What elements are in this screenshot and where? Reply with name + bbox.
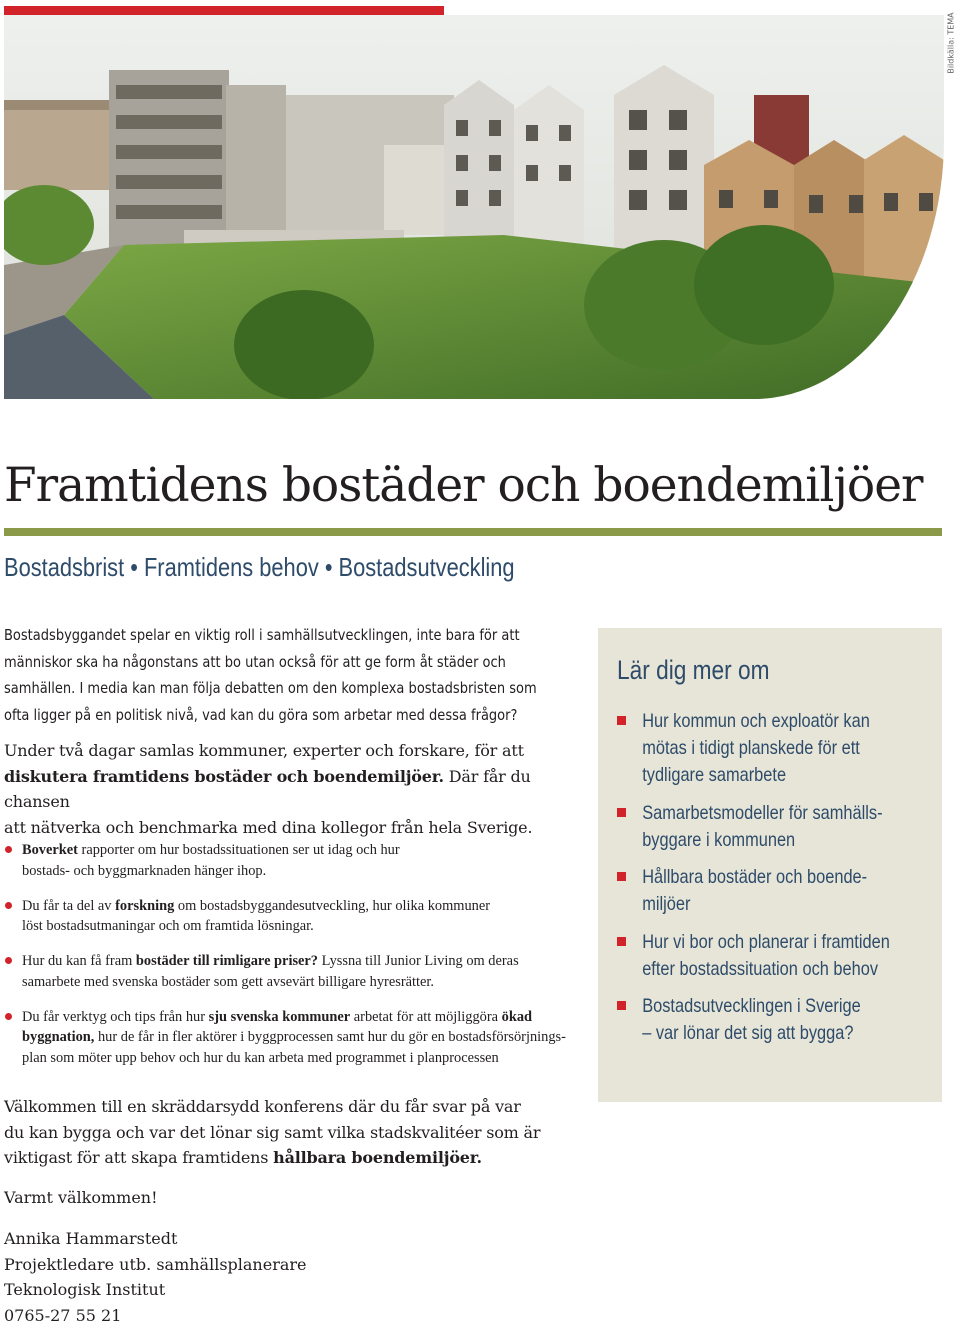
bullet-emphasis: ökad: [501, 1008, 533, 1025]
learn-more-list: [617, 708, 960, 1058]
bullet-text: om bostadsbyggandesutveckling, hur olika kommuner: [174, 897, 491, 914]
bullet-dot-icon: [5, 957, 12, 964]
signature-role: Projektledare utb. samhällsplanerare: [4, 1254, 307, 1274]
bullet-text: arbetat för att möjliggöra: [350, 1008, 502, 1025]
lead-emphasis: diskutera framtidens bostäder och boendemiljöer.: [4, 766, 444, 786]
intro-line: samhällen. I media kan man följa debatten om den komplexa bostadsbristen som: [4, 679, 537, 697]
learn-more-item: [617, 929, 960, 983]
bullet-dot-icon: [5, 846, 12, 853]
bullet-text: Du får verktyg och tips från hur: [22, 1008, 209, 1025]
signature-block: [4, 1226, 307, 1329]
lead-line: Under två dagar samlas kommuner, experter och forskare, för att: [4, 741, 524, 760]
bullet-text: samarbete med svenska bostäder som gett avsevärt billigare hyresrätter.: [22, 973, 434, 990]
list-item: [4, 1007, 584, 1069]
learn-more-item: [617, 864, 960, 918]
bullet-text: Du får ta del av: [22, 897, 116, 914]
bullet-text: löst bostadsutmaningar och om framtida lösningar.: [22, 918, 314, 934]
bullet-text: hur de får in fler aktörer i byggprocessen samt hur du gör en bostadsförsörjnings-: [94, 1029, 566, 1045]
closing-line: Välkommen till en skräddarsydd konferens där du får svar på var: [4, 1097, 521, 1116]
list-item: [4, 840, 584, 881]
closing-line: [4, 1145, 604, 1171]
subtitle: Bostadsbrist • Framtidens behov • Bostadsutveckling: [4, 552, 515, 582]
intro-line: ofta ligger på en politisk nivå, vad kan du göra som arbetar med dessa frågor?: [4, 705, 518, 724]
image-credit-text: Bildkälla: TEMA: [946, 12, 956, 74]
learn-more-item-text: Hur kommun och exploatör kan mötas i tidigt planskede för ett tydligare samarbete: [642, 710, 870, 786]
bullet-emphasis: sju svenska kommuner: [208, 1008, 351, 1025]
closing-line: du kan bygga och var det lönar sig samt vilka stadskvalitéer som är: [4, 1122, 541, 1142]
closing-text: viktigast för att skapa framtidens: [4, 1148, 274, 1167]
lead-line: [4, 764, 564, 815]
bullet-emphasis: byggnation,: [22, 1029, 95, 1045]
title-divider: [4, 528, 942, 536]
bullet-text: bostads- och byggmarknaden hänger ihop.: [22, 862, 267, 879]
learn-more-item: [617, 708, 960, 789]
learn-more-item: [617, 993, 960, 1047]
bullet-text: rapporter om hur bostadssituationen ser ut idag och hur: [77, 842, 400, 858]
hero-image: [4, 15, 944, 399]
learn-more-item-text: Bostadsutvecklingen i Sverige – var lönar det sig att bygga?: [642, 995, 861, 1044]
closing-emphasis: hållbara boendemiljöer.: [273, 1148, 482, 1167]
bullet-emphasis: bostäder till rimligare priser?: [135, 953, 319, 969]
learn-more-item-text: Samarbetsmodeller för samhälls- byggare i kommunen: [642, 801, 883, 851]
intro-line: människor ska ha någonstans att bo utan också för att ge form åt städer och: [4, 652, 506, 671]
bullet-emphasis: Boverket: [22, 842, 78, 858]
learn-more-item: [617, 800, 960, 854]
signature-name: Annika Hammarstedt: [4, 1229, 178, 1248]
learn-more-item-text: Hållbara bostäder och boende- miljöer: [642, 866, 868, 915]
hero-rendering: [4, 15, 944, 399]
lead-line: att nätverka och benchmarka med dina kollegor från hela Sverige.: [4, 817, 533, 837]
intro-paragraph: [4, 622, 565, 728]
program-bullet-list: [4, 840, 584, 1083]
page-title: Framtidens bostäder och boendemiljöer: [4, 458, 923, 513]
list-item: [4, 951, 584, 992]
top-accent-bar: [4, 6, 444, 15]
intro-line: Bostadsbyggandet spelar en viktig roll i samhällsutvecklingen, inte bara för att: [4, 626, 520, 644]
bullet-emphasis: forskning: [115, 897, 175, 914]
signature-phone: 0765-27 55 21: [4, 1306, 122, 1326]
bullet-dot-icon: [5, 1013, 12, 1020]
lead-text: Där får du chansen: [4, 766, 531, 811]
learn-more-title: Lär dig mer om: [617, 655, 770, 685]
closing-paragraph: [4, 1094, 604, 1171]
bullet-text: Hur du kan få fram: [22, 953, 136, 969]
image-credit: [944, 12, 958, 74]
bullet-dot-icon: [5, 902, 12, 909]
learn-more-box: [598, 628, 942, 1102]
lead-paragraph: [4, 738, 564, 840]
learn-more-item-text: Hur vi bor och planerar i framtiden efter bostadssituation och behov: [642, 930, 890, 980]
bullet-text: Lyssna till Junior Living om deras: [318, 953, 519, 969]
signature-organization: Teknologisk Institut: [4, 1280, 166, 1300]
list-item: [4, 896, 584, 937]
welcome-text: Varmt välkommen!: [4, 1188, 158, 1207]
bullet-text: plan som möter upp behov och hur du kan arbeta med programmet i planprocessen: [22, 1049, 499, 1066]
